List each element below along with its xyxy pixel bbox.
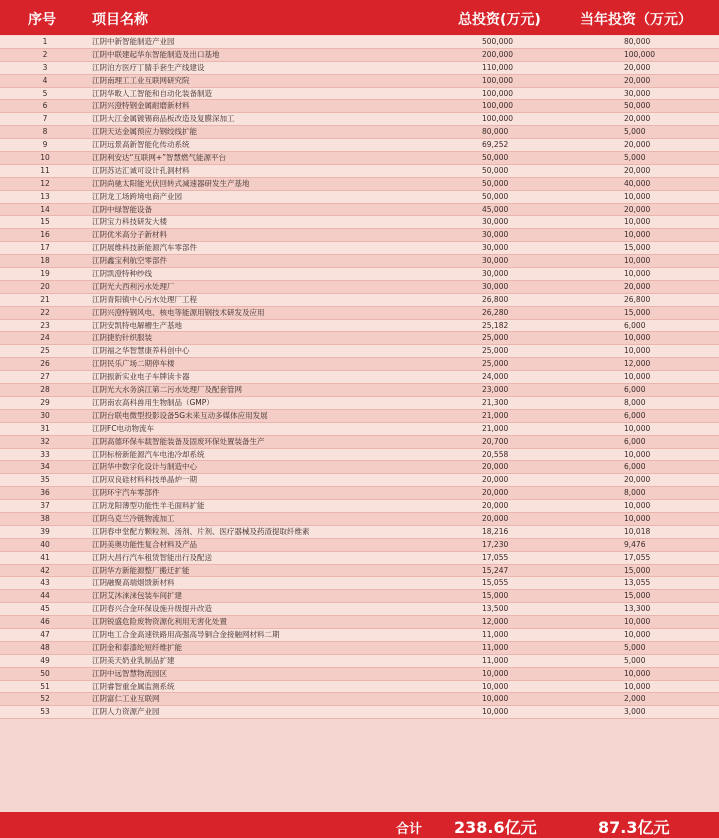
row-annual-investment: 15,000 [624,565,651,575]
row-total-investment: 50,000 [482,153,509,163]
table-row [0,165,719,178]
row-annual-investment: 8,000 [624,488,646,498]
row-number: 51 [40,681,50,691]
row-total-investment: 50,000 [482,191,509,201]
row-number: 35 [40,475,50,485]
row-project-name: 江阴鑫宝利航空零部件 [92,256,167,266]
row-total-investment: 26,280 [482,307,509,317]
table-row [0,229,719,242]
table-row [0,294,719,307]
row-project-name: 江阴融聚高端烟馈新材料 [92,578,175,588]
row-annual-investment: 5,000 [624,127,646,137]
row-project-name: 江阴南理工工业互联网研究院 [92,75,190,85]
table-row [0,384,719,397]
row-total-investment: 100,000 [482,114,514,124]
row-annual-investment: 10,000 [624,256,651,266]
row-number: 43 [40,578,50,588]
row-project-name: 江阴华畋人工智能和自动化装备制造 [92,88,212,98]
row-project-name: 江阴FC电动物流车 [92,423,155,433]
row-annual-investment: 50,000 [624,101,651,111]
row-number: 15 [40,217,50,227]
row-number: 7 [42,114,48,124]
table-row [0,320,719,333]
row-total-investment: 25,182 [482,320,509,330]
row-number: 3 [42,62,48,72]
row-annual-investment: 10,000 [624,681,651,691]
row-number: 6 [42,101,48,111]
row-number: 13 [40,191,50,201]
row-total-investment: 13,500 [482,604,509,614]
table-row [0,139,719,152]
row-annual-investment: 5,000 [624,655,646,665]
row-project-name: 江阴捷豹针织服装 [92,333,152,343]
row-number: 46 [40,617,50,627]
row-project-name: 江阴标榜新能源汽车电池冷却系统 [92,449,205,459]
row-total-investment: 21,000 [482,410,509,420]
row-project-name: 江阴环宇汽车零部件 [92,488,160,498]
row-project-name: 江阴展维科技新能源汽车零部件 [92,243,197,253]
row-annual-investment: 12,000 [624,359,651,369]
table-row [0,410,719,423]
row-total-investment: 110,000 [482,62,514,72]
row-total-investment: 80,000 [482,127,509,137]
table-row [0,268,719,281]
row-total-investment: 15,055 [482,578,509,588]
row-project-name: 江阴光大西利污水处理厂 [92,281,175,291]
row-annual-investment: 10,000 [624,346,651,356]
table-row [0,204,719,217]
row-annual-investment: 10,000 [624,217,651,227]
row-annual-investment: 8,000 [624,397,646,407]
table-row [0,539,719,552]
row-number: 32 [40,436,50,446]
row-project-name: 江阴利安达“互联网+”智慧燃气能源平台 [92,153,227,163]
row-number: 16 [40,230,50,240]
row-total-investment: 25,000 [482,333,509,343]
row-project-name: 江阴福之华智慧康养科创中心 [92,346,190,356]
row-annual-investment: 3,000 [624,707,646,717]
row-total-investment: 100,000 [482,88,514,98]
row-annual-investment: 13,300 [624,604,651,614]
row-number: 30 [40,410,50,420]
row-annual-investment: 6,000 [624,436,646,446]
table-row [0,552,719,565]
row-annual-investment: 20,000 [624,281,651,291]
row-annual-investment: 10,000 [624,191,651,201]
row-project-name: 江阴富仁工业互联网 [92,694,160,704]
row-annual-investment: 10,000 [624,372,651,382]
row-number: 42 [40,565,50,575]
row-total-investment: 200,000 [482,49,514,59]
row-annual-investment: 10,000 [624,617,651,627]
row-annual-investment: 10,000 [624,513,651,523]
row-annual-investment: 17,055 [624,552,651,562]
row-total-investment: 10,000 [482,707,509,717]
row-annual-investment: 20,000 [624,114,651,124]
row-number: 50 [40,668,50,678]
row-total-investment: 20,000 [482,501,509,511]
row-annual-investment: 20,000 [624,62,651,72]
table-header [0,0,719,35]
row-project-name: 江阴龙阳薄型功能性羊毛面料扩能 [92,501,205,511]
row-project-name: 江阴高德环保车载智能装备及固废环保处置装备生产 [92,436,265,446]
row-total-investment: 24,000 [482,372,509,382]
row-annual-investment: 10,018 [624,526,651,536]
table-row [0,603,719,616]
row-total-investment: 100,000 [482,75,514,85]
row-number: 20 [40,281,50,291]
row-annual-investment: 10,000 [624,333,651,343]
row-number: 29 [40,397,50,407]
table-row [0,36,719,49]
row-number: 52 [40,694,50,704]
row-total-investment: 25,000 [482,359,509,369]
row-total-investment: 20,558 [482,449,509,459]
table-row [0,75,719,88]
row-total-investment: 17,055 [482,552,509,562]
row-number: 22 [40,307,50,317]
row-number: 37 [40,501,50,511]
table-row [0,565,719,578]
row-annual-investment: 100,000 [624,49,656,59]
row-annual-investment: 20,000 [624,75,651,85]
row-total-investment: 69,252 [482,140,509,150]
table-row [0,500,719,513]
table-row [0,281,719,294]
row-annual-investment: 15,000 [624,243,651,253]
row-annual-investment: 9,476 [624,539,646,549]
row-number: 34 [40,462,50,472]
row-number: 44 [40,591,50,601]
row-number: 49 [40,655,50,665]
row-project-name: 江阴振新实业电子车牌读卡器 [92,372,190,382]
table-row [0,397,719,410]
row-number: 26 [40,359,50,369]
table-row [0,216,719,229]
row-annual-investment: 5,000 [624,153,646,163]
table-row [0,345,719,358]
row-annual-investment: 10,000 [624,668,651,678]
row-project-name: 江阴天达金属预应力钢绞线扩能 [92,127,197,137]
row-number: 41 [40,552,50,562]
row-project-name: 江阴中绿智能设备 [92,204,152,214]
row-total-investment: 20,000 [482,475,509,485]
table-row [0,487,719,500]
row-project-name: 江阴龙工场跨境电商产业园 [92,191,182,201]
row-number: 25 [40,346,50,356]
row-number: 47 [40,629,50,639]
row-project-name: 江阴台联电微型投影设备5G未来互动多媒体应用发展 [92,410,268,420]
row-total-investment: 50,000 [482,165,509,175]
row-project-name: 江阴锐盛危险废物资源化利用无害化处置 [92,617,227,627]
row-project-name: 江阴金和泰漆纶短纤维扩能 [92,642,182,652]
row-number: 5 [42,88,48,98]
table-row [0,242,719,255]
row-total-investment: 30,000 [482,281,509,291]
row-project-name: 江阴春兴合金环保设施升级提升改造 [92,604,212,614]
row-number: 40 [40,539,50,549]
table-row [0,371,719,384]
footer-annual-investment: 87.3亿元 [598,818,670,837]
row-number: 2 [42,49,48,59]
table-row [0,88,719,101]
row-annual-investment: 30,000 [624,88,651,98]
row-total-investment: 30,000 [482,230,509,240]
header-total-investment: 总投资(万元) [458,12,541,28]
row-total-investment: 18,216 [482,526,509,536]
row-annual-investment: 10,000 [624,423,651,433]
row-total-investment: 17,230 [482,539,509,549]
row-project-name: 江阴兴澄特钢风电、核电等能源用钢技术研发及应用 [92,307,265,317]
row-annual-investment: 2,000 [624,694,646,704]
row-annual-investment: 6,000 [624,462,646,472]
row-annual-investment: 20,000 [624,475,651,485]
row-project-name: 江阴美天奶业乳制品扩建 [92,655,175,665]
table-footer [0,812,719,838]
row-annual-investment: 15,000 [624,591,651,601]
row-project-name: 江阴苏达汇诚可设计孔洞材料 [92,165,190,175]
table-row [0,706,719,719]
row-number: 14 [40,204,50,214]
row-total-investment: 11,000 [482,655,509,665]
row-number: 4 [42,75,48,85]
row-annual-investment: 5,000 [624,642,646,652]
row-total-investment: 11,000 [482,629,509,639]
row-project-name: 江阴安凯特电解槽生产基地 [92,320,182,330]
row-number: 39 [40,526,50,536]
row-annual-investment: 10,000 [624,501,651,511]
header-annual-investment: 当年投资（万元） [580,12,692,28]
row-annual-investment: 10,000 [624,269,651,279]
row-project-name: 江阴宝力科技研发大楼 [92,217,167,227]
row-annual-investment: 80,000 [624,37,651,46]
row-total-investment: 20,700 [482,436,509,446]
table-row [0,49,719,62]
table-row [0,62,719,75]
table-row [0,191,719,204]
table-row [0,513,719,526]
table-row [0,436,719,449]
row-total-investment: 20,000 [482,488,509,498]
row-annual-investment: 20,000 [624,165,651,175]
row-annual-investment: 10,000 [624,629,651,639]
row-project-name: 江阴人力资源产业园 [92,707,160,717]
row-total-investment: 30,000 [482,217,509,227]
table-row [0,100,719,113]
row-total-investment: 30,000 [482,269,509,279]
row-number: 18 [40,256,50,266]
table-row [0,577,719,590]
row-total-investment: 50,000 [482,178,509,188]
row-total-investment: 10,000 [482,694,509,704]
row-project-name: 江阴远景高新智能化传动系统 [92,140,190,150]
row-total-investment: 100,000 [482,101,514,111]
row-project-name: 江阴泊方医疗丁腈手套生产线建设 [92,62,205,72]
row-annual-investment: 15,000 [624,307,651,317]
table-row [0,307,719,320]
table-row [0,474,719,487]
row-project-name: 江阴青阳镇中心污水处理厂工程 [92,294,197,304]
row-project-name: 江阴中联建起华东智能制造及出口基地 [92,49,220,59]
row-project-name: 江阴电工合金高速铁路用高强高导铜合金接触网材料二期 [92,629,280,639]
table-row [0,629,719,642]
row-number: 48 [40,642,50,652]
row-number: 19 [40,269,50,279]
table-row [0,655,719,668]
table-row [0,358,719,371]
table-row [0,126,719,139]
table-row [0,178,719,191]
row-project-name: 江阴优米高分子新材料 [92,230,167,240]
table-row [0,590,719,603]
row-total-investment: 20,000 [482,513,509,523]
footer-total-investment: 238.6亿元 [454,818,537,837]
header-number: 序号 [28,12,56,28]
row-total-investment: 45,000 [482,204,509,214]
row-annual-investment: 6,000 [624,320,646,330]
row-project-name: 江阴光大水务滨江第二污水处理厂及配套管网 [92,385,242,395]
row-number: 24 [40,333,50,343]
row-number: 31 [40,423,50,433]
row-project-name: 江阴睿智重金属监测系统 [92,681,175,691]
row-number: 33 [40,449,50,459]
table-row [0,152,719,165]
row-number: 12 [40,178,50,188]
row-total-investment: 10,000 [482,681,509,691]
row-project-name: 江阴凯澄特种纱线 [92,269,152,279]
row-number: 23 [40,320,50,330]
row-total-investment: 12,000 [482,617,509,627]
row-project-name: 江阴乌克兰冷链物流加工 [92,513,175,523]
row-number: 53 [40,707,50,717]
row-project-name: 江阴华方新能源整厂搬迁扩能 [92,565,190,575]
table-row [0,526,719,539]
row-project-name: 江阴南农高科兽用生物制品（GMP） [92,397,214,407]
row-project-name: 江阴民乐广场二期停车楼 [92,359,175,369]
row-number: 27 [40,372,50,382]
row-total-investment: 15,000 [482,591,509,601]
table-row [0,255,719,268]
row-project-name: 江阴春申堂配方颗粒剂、汤剂、片剂、医疗器械及药渣提取纤维素 [92,526,310,536]
table-row [0,693,719,706]
row-project-name: 江阴中新智能制造产业园 [92,37,175,46]
row-number: 10 [40,153,50,163]
row-project-name: 江阴艾沐涞涞包装车间扩建 [92,591,182,601]
table-row [0,681,719,694]
row-annual-investment: 10,000 [624,449,651,459]
row-project-name: 江阴兴澄特钢金属耐磨新材料 [92,101,190,111]
row-total-investment: 26,800 [482,294,509,304]
table-row [0,449,719,462]
row-project-name: 江阴大昌行汽车租赁智能出行及配送 [92,552,212,562]
table-row [0,668,719,681]
row-total-investment: 10,000 [482,668,509,678]
row-project-name: 江阴华中数字化设计与制造中心 [92,462,197,472]
row-total-investment: 11,000 [482,642,509,652]
table-row [0,616,719,629]
table-row [0,461,719,474]
row-annual-investment: 20,000 [624,204,651,214]
row-total-investment: 25,000 [482,346,509,356]
table-row [0,423,719,436]
row-number: 9 [42,140,48,150]
row-total-investment: 23,000 [482,385,509,395]
row-total-investment: 30,000 [482,256,509,266]
row-number: 1 [42,37,48,46]
footer-total-label: 合计 [396,822,423,837]
row-number: 38 [40,513,50,523]
row-annual-investment: 10,000 [624,230,651,240]
row-number: 28 [40,385,50,395]
row-annual-investment: 6,000 [624,410,646,420]
row-total-investment: 21,000 [482,423,509,433]
row-project-name: 江阴双良硅材料科技单晶炉一期 [92,475,197,485]
row-annual-investment: 40,000 [624,178,651,188]
row-total-investment: 15,247 [482,565,509,575]
row-total-investment: 20,000 [482,462,509,472]
row-project-name: 江阴尚驰太阳能光伏回转式减速器研发生产基地 [92,178,250,188]
header-project-name: 项目名称 [92,12,148,28]
row-project-name: 江阴中远智慧物流园区 [92,668,167,678]
table-row [0,113,719,126]
row-annual-investment: 13,055 [624,578,651,588]
row-project-name: 江阴美奥功能性复合材料及产品 [92,539,197,549]
table-body [0,36,719,719]
row-number: 21 [40,294,50,304]
row-project-name: 江阴大江金属镀锡商品板改造及复膜深加工 [92,114,235,124]
row-total-investment: 30,000 [482,243,509,253]
row-number: 45 [40,604,50,614]
row-total-investment: 500,000 [482,37,514,46]
row-total-investment: 21,300 [482,397,509,407]
row-annual-investment: 26,800 [624,294,651,304]
row-annual-investment: 20,000 [624,140,651,150]
row-number: 8 [42,127,48,137]
table-row [0,642,719,655]
table-row [0,332,719,345]
row-number: 36 [40,488,50,498]
row-number: 17 [40,243,50,253]
row-number: 11 [40,165,50,175]
row-annual-investment: 6,000 [624,385,646,395]
